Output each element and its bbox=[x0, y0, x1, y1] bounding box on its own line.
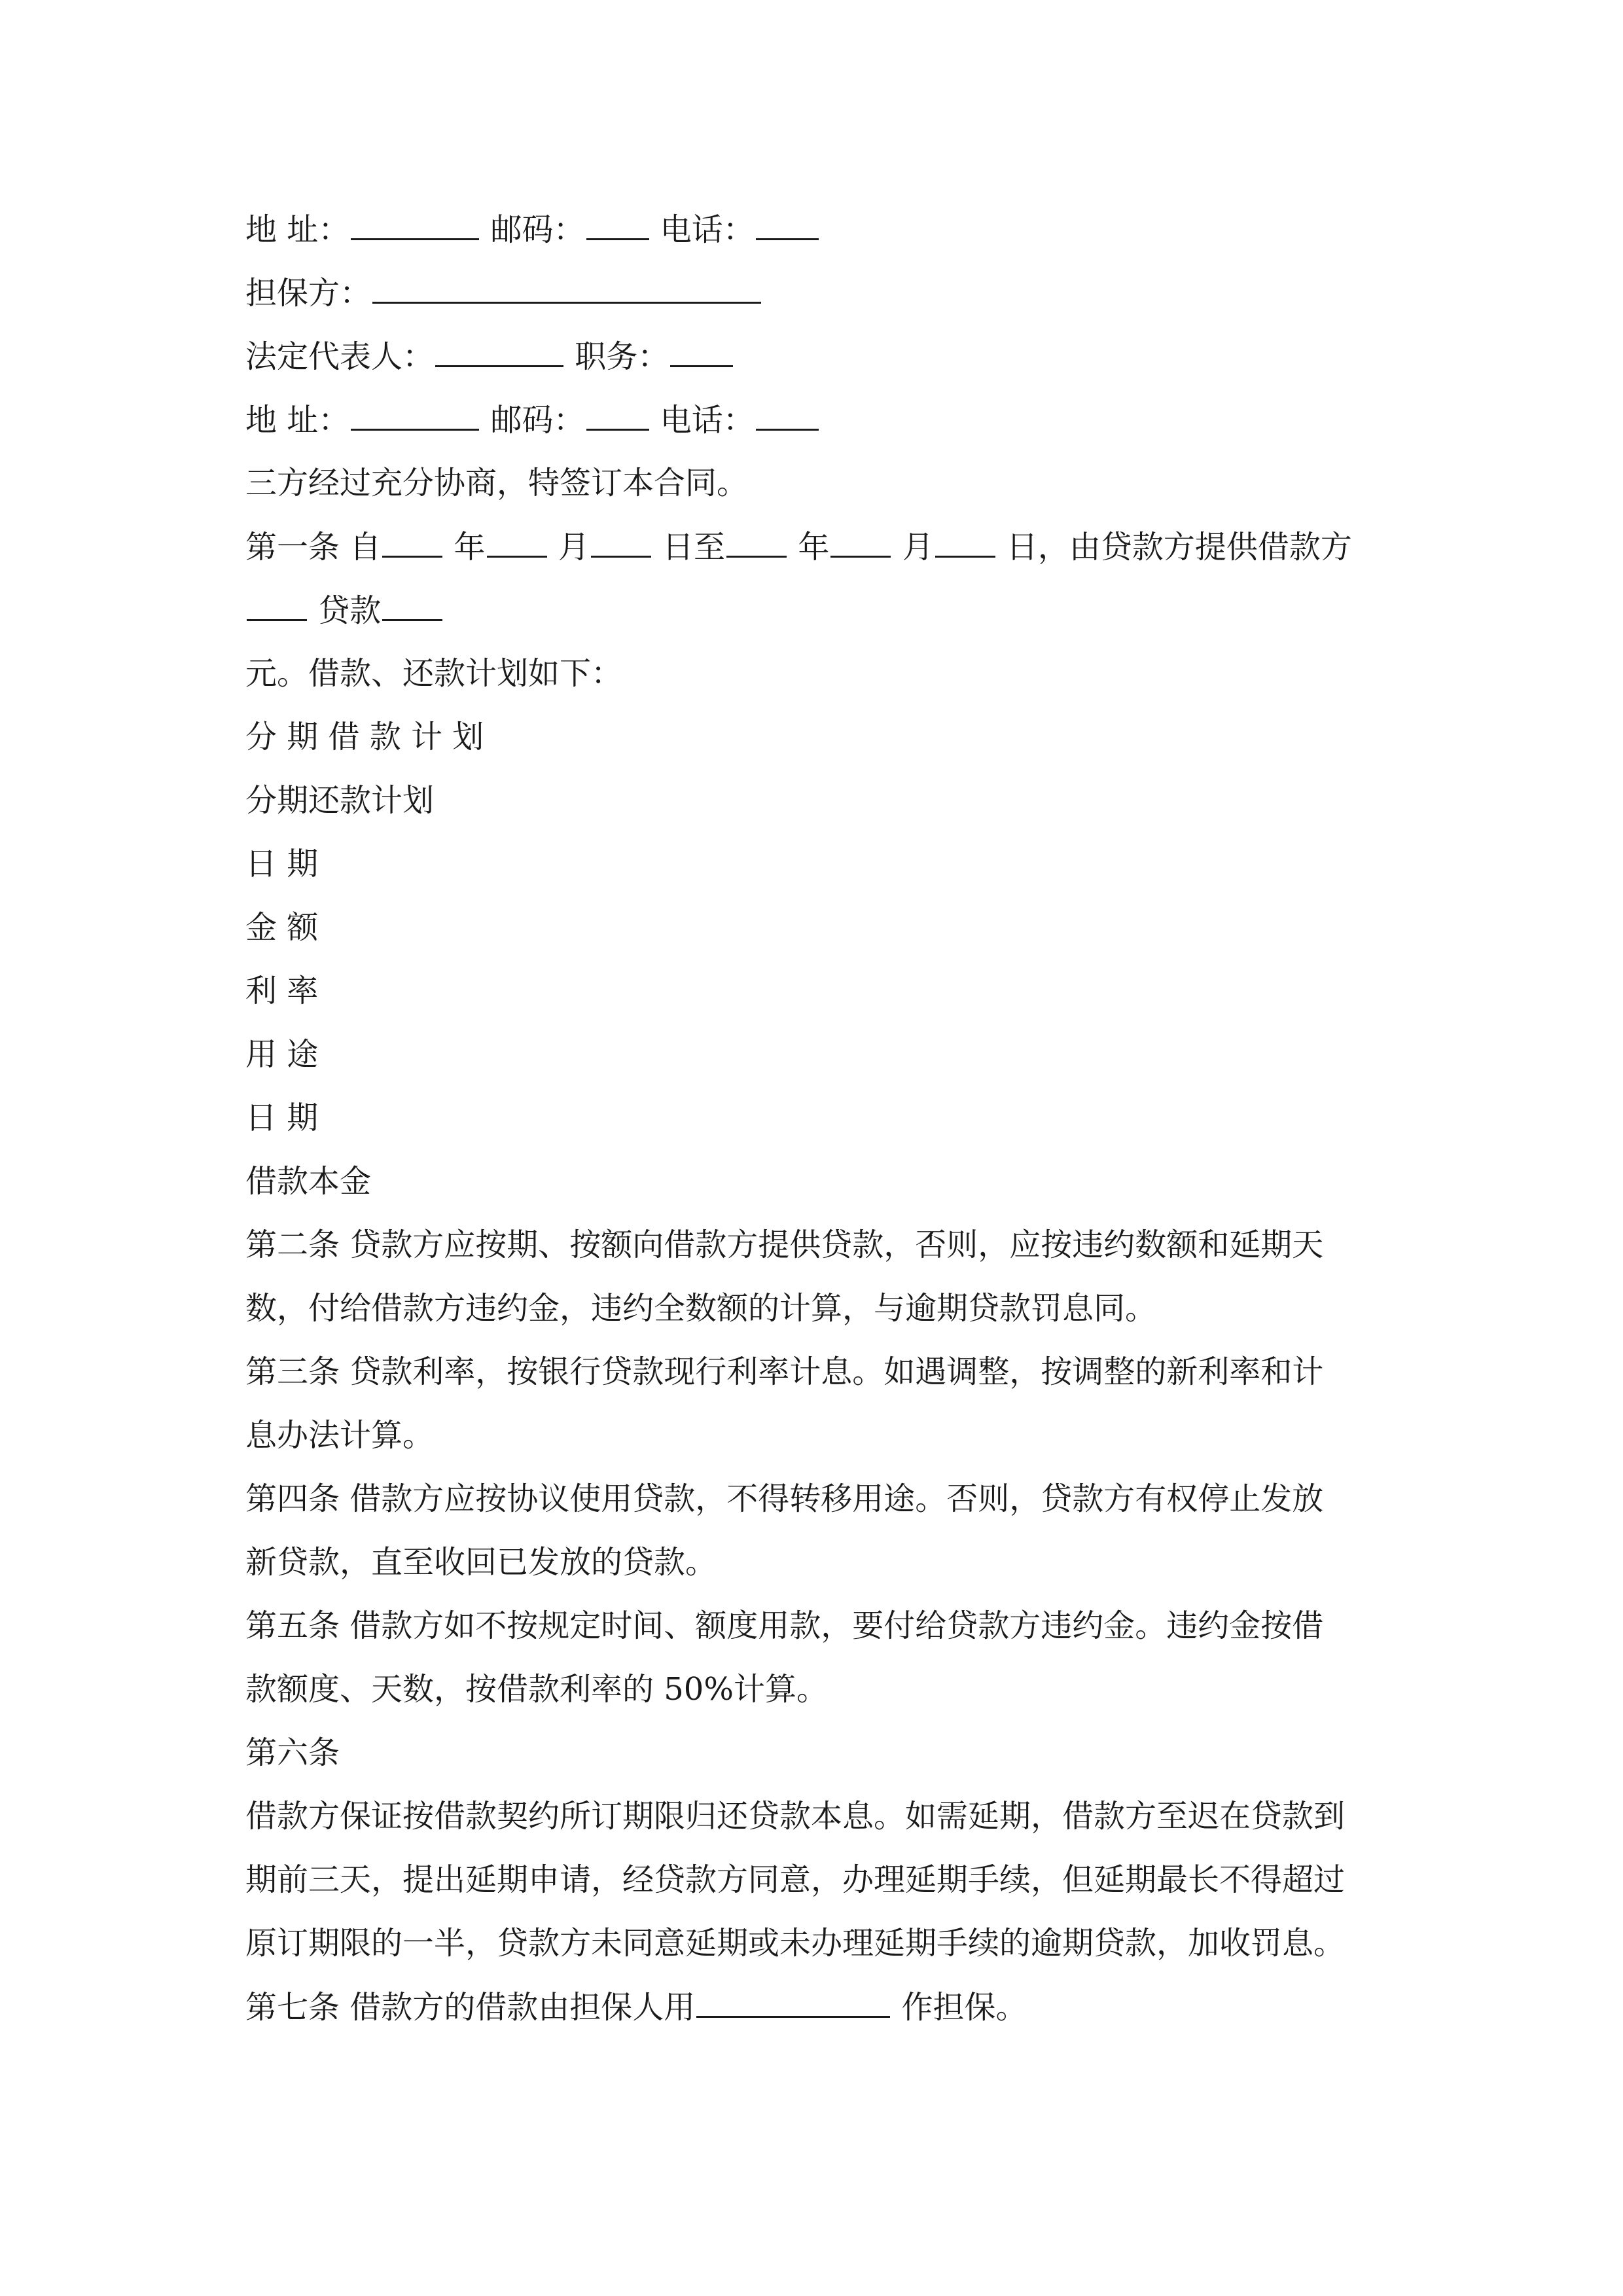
end-month-blank bbox=[830, 527, 891, 558]
address-label: 地 址： bbox=[245, 402, 350, 439]
agreement-statement: 三方经过充分协商，特签订本合同。 bbox=[245, 465, 749, 501]
article-5-line-2: 款额度、天数，按借款利率的 50%计算。 bbox=[245, 1671, 828, 1708]
address-blank bbox=[351, 209, 479, 240]
month-label: 月 bbox=[548, 529, 590, 565]
postcode-label: 邮码： bbox=[480, 211, 585, 248]
address-blank bbox=[351, 400, 479, 431]
postcode-label: 邮码： bbox=[480, 402, 585, 439]
date-label: 日 期 bbox=[245, 846, 319, 882]
legal-rep-label: 法定代表人： bbox=[245, 338, 435, 375]
legal-rep-blank bbox=[435, 336, 563, 367]
phone-label: 电话： bbox=[650, 402, 755, 439]
article-7-end: 作担保。 bbox=[891, 1989, 1027, 2026]
collateral-blank bbox=[696, 1987, 890, 2018]
article-6-heading: 第六条 bbox=[245, 1734, 340, 1771]
article-6-line-1: 借款方保证按借款契约所订期限归还贷款本息。如需延期，借款方至迟在贷款到 bbox=[245, 1798, 1346, 1835]
article-6-line-3: 原订期限的一半，贷款方未同意延期或未办理延期手续的逾期贷款，加收罚息。 bbox=[245, 1925, 1346, 1962]
article-1-line-2 bbox=[245, 590, 444, 630]
end-day-blank bbox=[935, 527, 995, 558]
date-label: 日 期 bbox=[245, 1100, 319, 1136]
postcode-blank bbox=[586, 400, 649, 431]
loan-amount-blank bbox=[382, 590, 442, 621]
year-label: 年 bbox=[788, 529, 830, 565]
article-1-lender-text: 日，由贷款方提供借款方 bbox=[996, 529, 1352, 565]
article-2-line-1: 第二条 贷款方应按期、按额向借款方提供贷款，否则，应按违约数额和延期天 bbox=[245, 1227, 1324, 1263]
purpose-label: 用 途 bbox=[245, 1036, 319, 1073]
postcode-blank bbox=[586, 209, 649, 240]
phone-blank bbox=[756, 209, 819, 240]
article-4-line-2: 新贷款，直至收回已发放的贷款。 bbox=[245, 1544, 717, 1581]
article-7-text: 第七条 借款方的借款由担保人用 bbox=[245, 1989, 696, 2026]
start-month-blank bbox=[487, 527, 547, 558]
start-year-blank bbox=[382, 527, 442, 558]
position-blank bbox=[670, 336, 733, 367]
guarantor-line bbox=[245, 273, 762, 313]
article-1-line-3: 元。借款、还款计划如下： bbox=[245, 655, 623, 692]
phone-label: 电话： bbox=[650, 211, 755, 248]
article-3-line-1: 第三条 贷款利率，按银行贷款现行利率计息。如遇调整，按调整的新利率和计 bbox=[245, 1354, 1324, 1390]
position-label: 职务： bbox=[565, 338, 669, 375]
borrower-blank bbox=[247, 590, 307, 621]
article-4-line-1: 第四条 借款方应按协议使用贷款，不得转移用途。否则，贷款方有权停止发放 bbox=[245, 1480, 1324, 1517]
start-day-blank bbox=[591, 527, 651, 558]
guarantor-address-line bbox=[245, 400, 820, 440]
installment-repayment-plan-heading: 分期还款计划 bbox=[245, 782, 435, 819]
phone-blank bbox=[756, 400, 819, 431]
year-label: 年 bbox=[444, 529, 486, 565]
article-7-line bbox=[245, 1987, 1027, 2027]
loan-label: 贷款 bbox=[308, 592, 382, 629]
guarantor-label: 担保方： bbox=[245, 275, 372, 312]
legal-representative-line bbox=[245, 336, 734, 376]
end-year-blank bbox=[726, 527, 787, 558]
installment-loan-plan-heading: 分 期 借 款 计 划 bbox=[245, 719, 484, 755]
article-1-line-1 bbox=[245, 527, 1352, 567]
interest-rate-label: 利 率 bbox=[245, 973, 319, 1009]
amount-label: 金 额 bbox=[245, 909, 319, 946]
month-label: 月 bbox=[892, 529, 934, 565]
day-to-label: 日至 bbox=[652, 529, 726, 565]
article-2-line-2: 数，付给借款方违约金，违约全数额的计算，与逾期贷款罚息同。 bbox=[245, 1290, 1157, 1327]
article-1-start: 第一条 自 bbox=[245, 529, 382, 565]
address-label: 地 址： bbox=[245, 211, 350, 248]
article-5-line-1: 第五条 借款方如不按规定时间、额度用款，要付给贷款方违约金。违约金按借 bbox=[245, 1607, 1324, 1644]
principal-label: 借款本金 bbox=[245, 1163, 372, 1200]
guarantor-blank bbox=[372, 273, 761, 304]
party-address-line bbox=[245, 209, 820, 249]
article-6-line-2: 期前三天，提出延期申请，经贷款方同意，办理延期手续，但延期最长不得超过 bbox=[245, 1861, 1346, 1898]
article-3-line-2: 息办法计算。 bbox=[245, 1417, 435, 1454]
